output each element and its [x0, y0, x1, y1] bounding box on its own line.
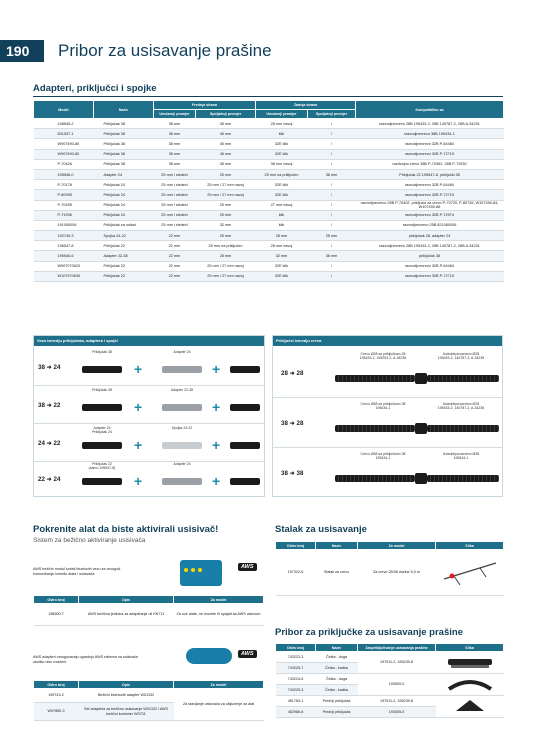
adapter-part-icon — [162, 366, 202, 373]
plus-icon: + — [134, 361, 143, 377]
table-cell: razdvojno crevo 38B P-70362, 26B P-72930 — [356, 159, 504, 169]
table-cell: / — [308, 220, 356, 230]
table-cell: Priključak 38 — [94, 129, 154, 139]
aws-adapter-image — [186, 648, 232, 664]
nozzle-image — [436, 696, 504, 718]
table-cell: razvodjnecrevo 32B P-64484 — [356, 261, 504, 271]
connection-row — [34, 460, 264, 496]
front-nozzle-icon — [450, 697, 490, 715]
plus-icon: + — [212, 473, 221, 489]
col-model: Model — [34, 101, 94, 119]
table-cell: 38 mm — [154, 129, 196, 139]
cell: 743224-5 — [276, 674, 316, 685]
connector-icon — [415, 373, 427, 384]
table-cell: P-70495 — [34, 200, 94, 210]
table-cell: 22 mm — [154, 231, 196, 241]
table-cell: / — [308, 129, 356, 139]
table-cell: / — [308, 261, 356, 271]
table-cell: 25 mm i sledeći — [154, 190, 196, 200]
table-cell: 25 mm — [196, 200, 256, 210]
adapter-part-icon — [162, 442, 202, 449]
table-row — [34, 139, 504, 149]
table-cell: W907490-80 — [34, 139, 94, 149]
col-kompatibilno: Kompatibilno sa — [356, 101, 504, 119]
part-b-label: Spojka 24-22 — [171, 426, 193, 430]
page-number: 190 — [0, 40, 44, 62]
brush-icon — [445, 675, 495, 693]
table-cell: 192749-3 — [34, 231, 94, 241]
col-order-no: Oštro broj — [276, 644, 316, 652]
table-cell: Adapter 24 — [94, 169, 154, 179]
table-cell: 32E klik — [256, 180, 308, 190]
section-title-stalak: Stalak za usisavanje — [275, 524, 367, 535]
plus-icon: + — [134, 399, 143, 415]
table-cell: razvodjnecrevo 32B P-72719 — [356, 271, 504, 281]
table-cell: priključak 28, adapter 24 — [356, 231, 504, 241]
adapter-part-icon — [230, 478, 260, 485]
table-cell: 25 mm i sledeći — [154, 169, 196, 179]
table-cell: 38 mm — [154, 159, 196, 169]
hose-a-label: Crevo Ø38 sa priključkom 38 195434-1 — [360, 402, 406, 410]
hose-stand-icon — [440, 557, 500, 587]
adapters-table — [33, 100, 504, 282]
cell: 197322-6 — [276, 550, 316, 596]
stalak-image — [436, 550, 504, 596]
page-title: Pribor za usisavanje prašine — [58, 41, 272, 60]
table-cell: Priključak 22 — [94, 261, 154, 271]
table-cell: 38 mm navoj — [256, 159, 308, 169]
adapter-part-icon — [230, 366, 260, 373]
table-cell: priključak 38 — [356, 251, 504, 261]
table-cell: 25 mm — [196, 169, 256, 179]
panel-title: Veza izmedju priključaka, adaptera i spojki — [34, 336, 264, 346]
hose-connection-row — [273, 448, 502, 496]
brush-image — [436, 674, 504, 696]
table-cell: 28 mm navoj — [256, 241, 308, 251]
table-cell: W107970630 — [34, 271, 94, 281]
table-cell: / — [308, 210, 356, 220]
connection-label: 22 ➜ 24 — [38, 476, 61, 483]
table-cell: / — [308, 190, 356, 200]
table-cell: 32 mm — [196, 220, 256, 230]
connection-row — [34, 386, 264, 422]
table-cell: 22 mm — [154, 251, 196, 261]
cell: 451783-1 — [276, 696, 316, 707]
section-title-pribor: Pribor za priključke za usisavanje prašine — [275, 627, 463, 638]
connection-label: 38 ➜ 22 — [38, 402, 61, 409]
table-cell: / — [308, 200, 356, 210]
table-cell: / — [308, 149, 356, 159]
plus-icon: + — [134, 473, 143, 489]
panel-title: Priključci izmedju creva — [273, 336, 502, 346]
cell: Četka - duga — [316, 674, 358, 685]
part-b-label: Adapter 22-38 — [170, 388, 194, 392]
table-cell: 25 mm i sledeći — [154, 220, 196, 230]
table-cell: 32 mm — [256, 251, 308, 261]
aws-module-image — [180, 560, 222, 586]
col-unutarnji-2: Unutarnji promjer — [256, 110, 308, 119]
table-row — [34, 261, 504, 271]
table-cell: razvodjnecrevo 25B 821080006 — [356, 220, 504, 230]
table-cell: 45 mm — [196, 139, 256, 149]
cell: 452986-6 — [276, 707, 316, 718]
table-cell: klik — [256, 210, 308, 220]
led-icon — [191, 568, 195, 572]
table-row — [34, 210, 504, 220]
led-icon — [184, 568, 188, 572]
pribor-table — [275, 643, 504, 718]
connection-label: 28 ➜ 28 — [281, 370, 304, 377]
hose-icon — [427, 375, 499, 382]
table-cell: Priključak 24 — [94, 210, 154, 220]
table-row — [34, 271, 504, 281]
table-cell: W907490-80 — [34, 149, 94, 159]
table-cell: 25 mm i sledeći — [154, 180, 196, 190]
aws-description: AWS bežični modul koristi bluetooth vezu za omogući komunikaciju između alata i usisivača. — [33, 567, 121, 576]
adapter-part-icon — [82, 404, 122, 411]
table-cell: razvodjnecrevo 32B P-72974 — [356, 210, 504, 220]
table-cell: 32E klik — [256, 149, 308, 159]
part-a-label: Priključak 38 — [92, 388, 112, 392]
table-cell: razvodjnecrevo 32B P-64484 — [356, 180, 504, 190]
hose-icon — [427, 425, 499, 432]
table-cell: 22 mm — [154, 241, 196, 251]
table-cell: Priključak za usisai — [94, 220, 154, 230]
cell: 743225-7 — [276, 663, 316, 674]
table-row — [34, 169, 504, 179]
table-cell: 22 mm — [154, 271, 196, 281]
cell: Stalak za crevo — [316, 550, 358, 596]
col-unutarnji-1: Unutarnji promjer — [154, 110, 196, 119]
table-cell: / — [308, 241, 356, 251]
table-cell: 25 mm — [196, 210, 256, 220]
col-zadnja: Zadnja strana — [256, 101, 356, 110]
table-cell: / — [308, 159, 356, 169]
page-header — [0, 40, 534, 62]
aws-logo: AWS — [238, 563, 257, 571]
table-cell: 45 mm — [196, 129, 256, 139]
table-cell: 25 mm — [308, 231, 356, 241]
table-cell: Priključak 22 — [94, 271, 154, 281]
plus-icon: + — [212, 437, 221, 453]
table-cell: razvodjnecrevo 28B 195433-2, 28B 140787-2, 28B A-34231 — [356, 241, 504, 251]
adapter-part-icon — [230, 442, 260, 449]
connection-row — [34, 424, 264, 460]
aws-logo: AWS — [238, 650, 257, 658]
aws-adapter-table — [33, 680, 264, 721]
table-cell: 25 mm / 27 mm navoj — [196, 271, 256, 281]
cell: W97850-3 — [34, 703, 79, 721]
col-order-no: Oštro broj — [276, 542, 316, 550]
table-row — [34, 220, 504, 230]
cell: Za crevo 28/38 dužine 5,0 m — [358, 550, 436, 596]
col-slika: Slika — [436, 644, 504, 652]
connection-label: 38 ➜ 24 — [38, 364, 61, 371]
table-cell: 38 mm — [308, 251, 356, 261]
connection-label: 24 ➜ 22 — [38, 440, 61, 447]
table-row — [34, 180, 504, 190]
cell: 198900-7 — [34, 604, 79, 626]
table-row — [34, 129, 504, 139]
hose-connection-row — [273, 348, 502, 396]
table-cell: 196547-8 — [34, 241, 94, 251]
section-title-adapters: Adapteri, priključci i spojke — [33, 83, 157, 94]
cell: 743223-3 — [276, 652, 316, 663]
table-cell: Priključak 24 — [94, 200, 154, 210]
table-cell: Priključak 24 — [94, 190, 154, 200]
table-cell: P-80995 — [34, 190, 94, 200]
table-cell: 45 mm — [196, 119, 256, 129]
table-cell: 25 mm — [196, 231, 256, 241]
connector-icon — [415, 473, 427, 484]
table-row — [34, 200, 504, 210]
table-cell: Priključak 24 — [94, 180, 154, 190]
table-row — [34, 149, 504, 159]
col-slika: Slika — [436, 542, 504, 550]
section-title-aws: Pokrenite alat da biste aktivirali usisivač! — [33, 524, 219, 535]
col-model: Za model — [174, 596, 264, 604]
brush-image — [436, 652, 504, 674]
table-cell: 22 mm — [154, 261, 196, 271]
col-naziv: Naziv — [316, 542, 358, 550]
cell: 193505-0 — [358, 674, 436, 696]
col-order-no: Oštro broj — [34, 681, 79, 689]
cell: 743225-3 — [276, 685, 316, 696]
col-prednja: Prednja strana — [154, 101, 256, 110]
stalak-table — [275, 541, 504, 596]
hose-icon — [335, 475, 415, 482]
table-cell: 38 mm — [154, 119, 196, 129]
table-cell: Priključak 38 — [94, 159, 154, 169]
led-icon — [198, 568, 202, 572]
table-cell: 38 mm — [154, 149, 196, 159]
table-cell: razvodjnecrevo 28B P-70402, priključci za crevo P-70720, P-80745, W107490-84, W107490-88 — [356, 200, 504, 210]
table-cell: 191050006 — [34, 220, 94, 230]
table-cell: / — [308, 119, 356, 129]
table-cell: Priključak 38 — [94, 119, 154, 129]
cell: Za ove alate, ne mozete ih spajati sa AWS uslovom — [174, 604, 264, 626]
col-spoljni-2: Spoljašnji promjer — [308, 110, 356, 119]
plus-icon: + — [212, 361, 221, 377]
cell: AWS bežična jedinica za adaptiranje uli KN711 — [79, 604, 174, 626]
col-naziv: Naziv — [316, 644, 358, 652]
table-row — [34, 251, 504, 261]
table-cell: 25 mm i sledeći — [154, 200, 196, 210]
table-cell: 28 mm navoj — [256, 119, 308, 129]
table-cell: 38 mm — [154, 139, 196, 149]
table-cell: / — [308, 180, 356, 190]
cell: 197011-2, 195239-8 — [358, 652, 436, 674]
table-cell: 38 mm — [308, 169, 356, 179]
table-cell: 198545-2 — [34, 119, 94, 129]
table-cell: 25 mm / 27 mm navoj — [196, 190, 256, 200]
col-spoljni-1: Spoljašnji promjer — [196, 110, 256, 119]
table-cell: Priključak 38 — [94, 149, 154, 159]
table-cell: razvodjnecrevo 28B 195433-2, 28B 140787-2, 28B A-34231 — [356, 119, 504, 129]
col-model: Za model — [174, 681, 264, 689]
table-cell: klik — [256, 220, 308, 230]
table-cell: Adapter 22-38 — [94, 251, 154, 261]
table-cell: / — [308, 139, 356, 149]
table-cell: 25 mm na priključen — [256, 169, 308, 179]
table-cell: 32E klik — [256, 271, 308, 281]
section-subtitle-aws: Sistem za bežično aktiviranje usisivača — [33, 537, 146, 544]
connection-row — [34, 348, 264, 384]
table-cell: Priključak 22 — [94, 241, 154, 251]
table-row — [34, 231, 504, 241]
panel-adapter-connections — [33, 335, 265, 497]
col-desc: Opis — [79, 681, 174, 689]
hose-icon — [335, 375, 415, 382]
col-model: Za model — [358, 542, 436, 550]
table-row — [34, 119, 504, 129]
table-cell: razvodjnecrevo 32B P-72719 — [356, 190, 504, 200]
cell: Prednji priključak — [316, 696, 358, 707]
hose-b-label: Usisnidrpovacrevo Ø28 195433-2, 140787-2, A-34235 — [437, 402, 485, 410]
hose-icon — [335, 425, 415, 432]
part-b-label: Adapter 24 — [173, 350, 191, 354]
table-cell: W907070620 — [34, 261, 94, 271]
table-row — [34, 190, 504, 200]
table-cell: P-71936 — [34, 210, 94, 220]
table-cell: Priključak 38 — [94, 139, 154, 149]
col-desc: Opis — [79, 596, 174, 604]
adapter-part-icon — [82, 366, 122, 373]
table-cell: razvodjnecrevo 32B P-72719 — [356, 149, 504, 159]
cell: 199743-2 — [34, 689, 79, 703]
connector-icon — [415, 423, 427, 434]
table-cell: 25 mm na priključen — [196, 241, 256, 251]
table-cell: Priključak 22 195547-8, priključki 38 — [356, 169, 504, 179]
cell: Četka - duga — [316, 652, 358, 663]
table-cell: / — [308, 271, 356, 281]
cell: Četka - kratka — [316, 685, 358, 696]
panel-hose-connections — [272, 335, 503, 497]
table-cell: 27 mm navoj — [256, 200, 308, 210]
connection-label: 38 ➜ 38 — [281, 470, 304, 477]
part-a-label: Priključak 22 (samo 195547-8) — [88, 462, 116, 470]
table-cell: 45 mm — [196, 149, 256, 159]
adapter-part-icon — [82, 442, 122, 449]
col-naziv: Naziv — [94, 101, 154, 119]
col-order-no: Oštro broj — [34, 596, 79, 604]
plus-icon: + — [134, 437, 143, 453]
hose-b-label: Usisnidrpovacrevo Ø28 195433-2, 140787-2, A-34235 — [437, 352, 485, 360]
hose-icon — [427, 475, 499, 482]
table-cell: razvodjnecrevo 38B 195434-1 — [356, 129, 504, 139]
table-cell: 32E klik — [256, 139, 308, 149]
part-a-label: Priključak 38 — [92, 350, 112, 354]
table-row — [34, 241, 504, 251]
part-a-label: Adapter 24 Priključak 24 — [92, 426, 112, 434]
cell: 197011-2, 195239-8 — [358, 696, 436, 707]
table-cell: Spojka 24-22 — [94, 231, 154, 241]
adapter-part-icon — [82, 478, 122, 485]
table-cell: 45 mm — [196, 159, 256, 169]
cell: Prednji priključak — [316, 707, 358, 718]
cell: Četka - kratka — [316, 663, 358, 674]
table-cell: 28 mm — [256, 231, 308, 241]
hose-connection-row — [273, 398, 502, 446]
part-b-label: Adapter 24 — [173, 462, 191, 466]
table-cell: 25 mm i sledeći — [154, 210, 196, 220]
table-cell: 32E klik — [256, 190, 308, 200]
adapter-part-icon — [162, 404, 202, 411]
cell: Set adaptera za bežično usisavanje W01332 i AWS bežični kontroler W0731 — [79, 703, 174, 721]
table-row — [34, 159, 504, 169]
hose-b-label: Usisnidrpovacrevo Ø38 195434-1 — [442, 452, 480, 460]
adapter-part-icon — [230, 404, 260, 411]
table-cell: 25 mm / 27 mm navoj — [196, 261, 256, 271]
brush-icon — [445, 654, 495, 670]
adapter-part-icon — [162, 478, 202, 485]
table-cell: P-70178 — [34, 180, 94, 190]
aws-table — [33, 595, 264, 626]
table-cell: 195546-6 — [34, 251, 94, 261]
section-rule — [33, 96, 503, 97]
hose-a-label: Crevo Ø38 sa priključkom 38 195434-1 — [360, 452, 406, 460]
table-cell: 25 mm / 27 mm navoj — [196, 180, 256, 190]
connection-label: 38 ➜ 28 — [281, 420, 304, 427]
aws-adapter-description: AWS adapteri omogućavaju ugradnju AWS sistema na usisivače ukoliko nisu uvaženi. — [33, 655, 139, 664]
cell: Bežični bluetooth adapter W01332 — [79, 689, 174, 703]
cell: 193505-0 — [358, 707, 436, 718]
plus-icon: + — [212, 399, 221, 415]
table-cell: P-70426 — [34, 159, 94, 169]
table-cell: razvodjnecrevo 32B P-64484 — [356, 139, 504, 149]
table-cell: 32E klik — [256, 261, 308, 271]
table-cell: 831537-1 — [34, 129, 94, 139]
table-cell: 195546-0 — [34, 169, 94, 179]
col-model: Zaspriključivanje usisavanja prašine — [358, 644, 436, 652]
table-cell: klik — [256, 129, 308, 139]
table-cell: 25 mm — [196, 251, 256, 261]
hose-a-label: Crevo Ø28 sa priključkom 28 195433-2, 195253-2, A-34235 — [359, 352, 407, 360]
cell: Za stavljanje usisivača za uključenje za alat — [174, 689, 264, 721]
